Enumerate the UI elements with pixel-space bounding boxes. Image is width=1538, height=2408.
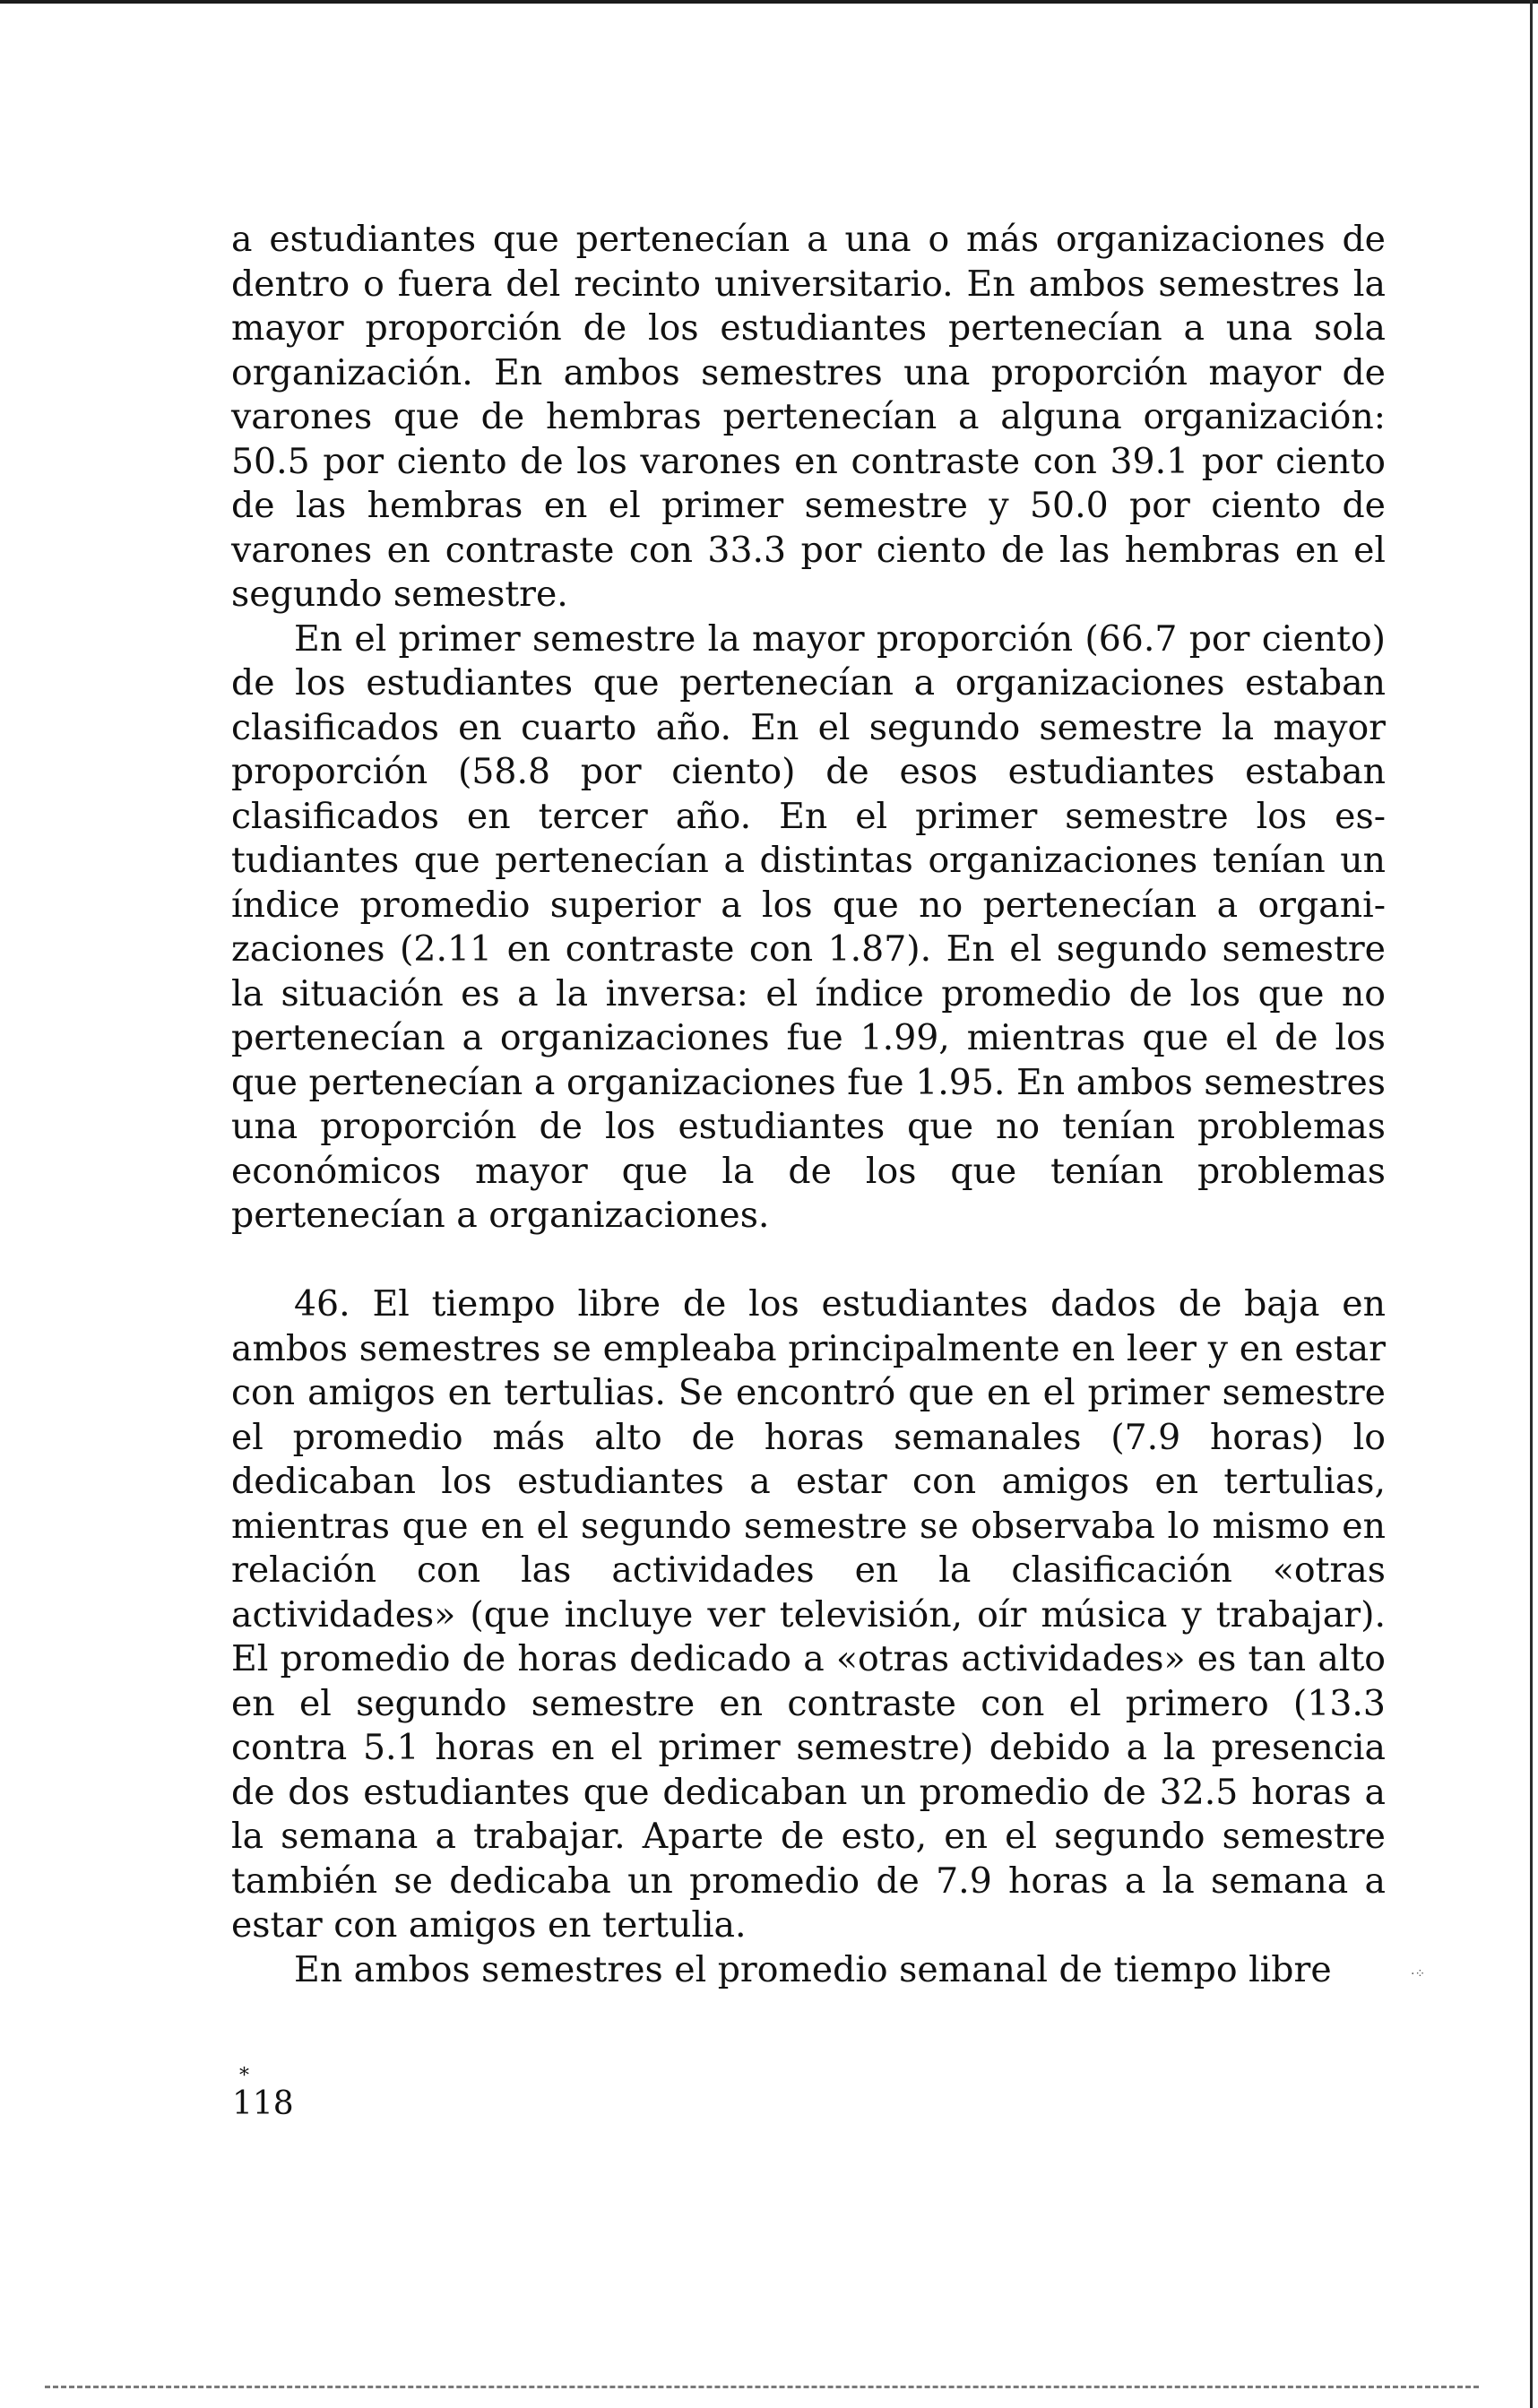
paragraph-free-time-continued: En ambos semestres el promedio semanal de tiempo libre: [294, 1948, 1332, 1990]
paragraph-organizations-by-year: En el primer semestre la mayor proporción (66.7 por ciento) de los estudiantes que pertenecían a organizaciones estaban clasificados en cuarto año. En el segundo semestre la mayor proporción (58.8 por ciento) de esos estudiantes estaban clasificados en tercer año. En el primer semestre los estudiantes que pertenecían a distintas organizaciones tenían un índice promedio superior a los que no pertenecían a organizaciones (2.11 en contraste con 1.87). En el segundo semestre la situación es a la inversa: el índice promedio de los que no pertenecían a organizaciones fue 1.99, mientras que el de los que pertenecían a organizaciones fue 1.95. En ambos semestres una proporción de los estudiantes que no tenían problemas económicos mayor que la de los que tenían problemas pertenecían a organizaciones.: [231, 617, 1386, 1236]
paragraph-organizations: a estudiantes que pertenecían a una o más organizaciones de dentro o fuera del recinto universitario. En ambos semestres la mayor proporción de los estudiantes pertenecían a una sola organización. En ambos semestres una proporción mayor de varones que de hembras pertenecían a alguna organización: 50.5 por ciento de los varones en contraste con 39.1 por ciento de las hembras en el primer semestre y 50.0 por ciento de varones en contraste con 33.3 por ciento de las hembras en el segundo semestre.: [231, 219, 1386, 615]
paragraph-free-time: 46. El tiempo libre de los estudiantes dados de baja en ambos semestres se empleaba principalmente en leer y en estar con amigos en tertulias. Se encontró que en el primer semestre el promedio más alto de horas semanales (7.9 horas) lo dedicaban los estudiantes a estar con amigos en tertulias, mientras que en el segundo semestre se observaba lo mismo en relación con las actividades en la clasificación «otras actividades» (que incluye ver televisión, oír música y trabajar). El promedio de horas dedicado a «otras actividades» es tan alto en el segundo semestre en contraste con el primero (13.3 contra 5.1 horas en el primer semestre) debido a la presencia de dos estudiantes que dedicaban un promedio de 32.5 horas a la semana a trabajar. Aparte de esto, en el segundo semestre también se dedicaba un promedio de 7.9 horas a la semana a estar con amigos en tertulia.: [231, 1283, 1386, 1946]
footer-mark: *: [239, 2065, 249, 2087]
scan-edge-top: [0, 0, 1538, 4]
page-number: 118: [232, 2085, 294, 2122]
scan-speck-icon: ·⁘: [1411, 1967, 1426, 1981]
page-footer: [232, 2067, 411, 2122]
scan-edge-bottom: [45, 2386, 1479, 2388]
page-body: [231, 218, 1386, 1992]
scan-edge-right: [1530, 0, 1533, 2408]
